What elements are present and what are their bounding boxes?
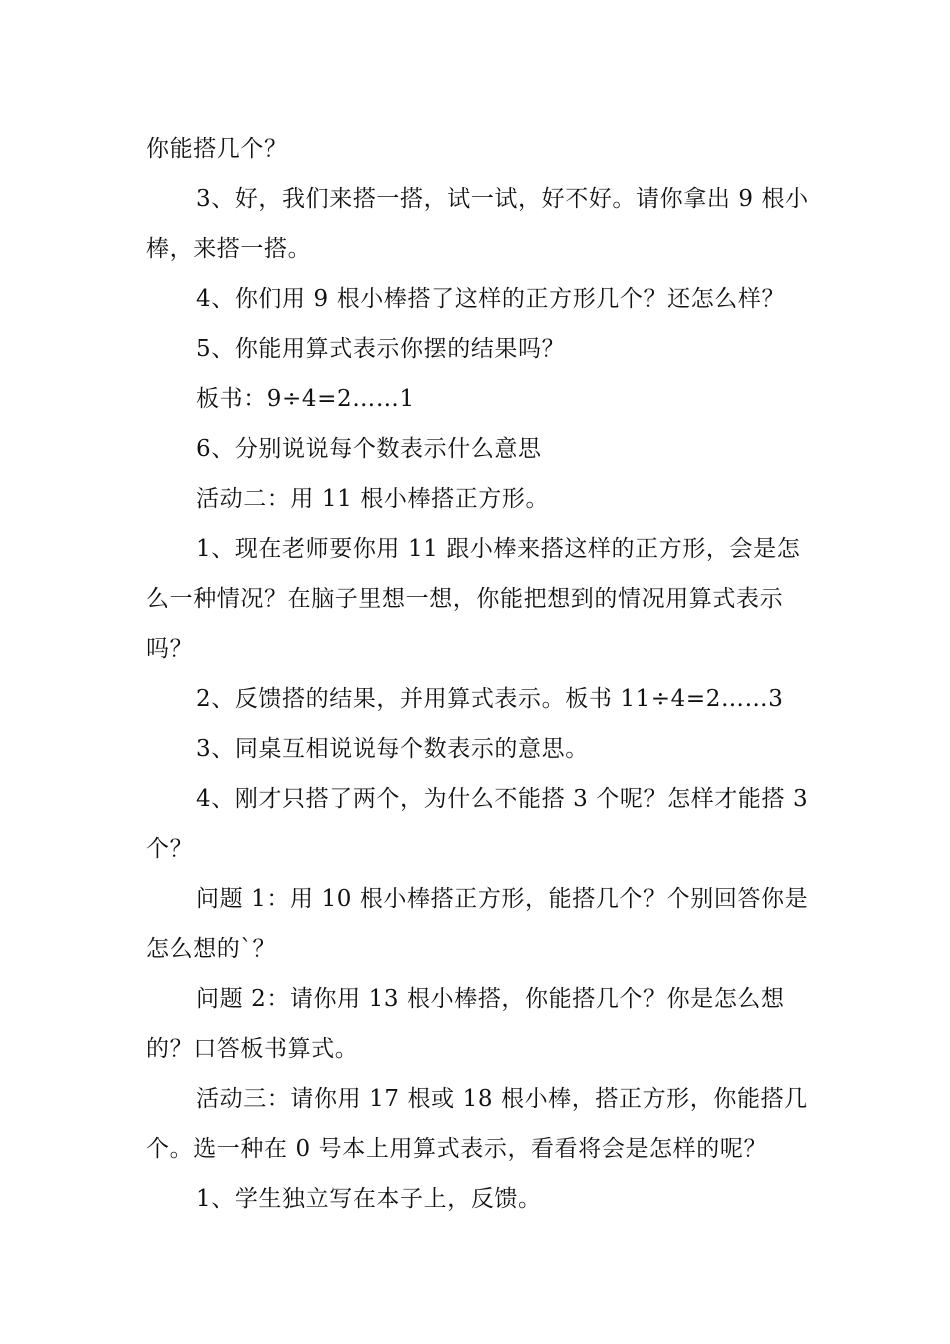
paragraph: 问题 1：用 10 根小棒搭正方形，能搭几个？个别回答你是怎么想的`？ bbox=[146, 886, 809, 962]
paragraph: 4、你们用 9 根小棒搭了这样的正方形几个？还怎么样？ bbox=[196, 286, 786, 312]
paragraph: 1、学生独立写在本子上，反馈。 bbox=[196, 1186, 542, 1212]
paragraph: 活动三：请你用 17 根或 18 根小棒，搭正方形，你能搭几个。选一种在 0 号本上用算式表示，看看将会是怎样的呢？ bbox=[146, 1086, 808, 1162]
paragraph: 问题 2：请你用 13 根小棒搭，你能搭几个？你是怎么想的？口答板书算式。 bbox=[146, 986, 785, 1062]
paragraph: 3、同桌互相说说每个数表示的意思。 bbox=[196, 736, 589, 762]
document-body bbox=[146, 124, 814, 1224]
paragraph: 你能搭几个？ bbox=[146, 136, 288, 162]
paragraph: 活动二：用 11 根小棒搭正方形。 bbox=[196, 486, 550, 512]
paragraph: 1、现在老师要你用 11 跟小棒来搭这样的正方形，会是怎么一种情况？在脑子里想一想，你能把想到的情况用算式表示吗？ bbox=[146, 536, 801, 662]
paragraph: 3、好，我们来搭一搭，试一试，好不好。请你拿出 9 根小棒，来搭一搭。 bbox=[146, 186, 809, 262]
paragraph: 板书：9÷4=2……1 bbox=[196, 386, 415, 412]
paragraph: 4、刚才只搭了两个，为什么不能搭 3 个呢？怎样才能搭 3 个？ bbox=[146, 786, 809, 862]
paragraph: 5、你能用算式表示你摆的结果吗？ bbox=[196, 336, 566, 362]
paragraph: 6、分别说说每个数表示什么意思 bbox=[196, 436, 542, 462]
paragraph: 2、反馈搭的结果，并用算式表示。板书 11÷4=2……3 bbox=[196, 686, 784, 712]
